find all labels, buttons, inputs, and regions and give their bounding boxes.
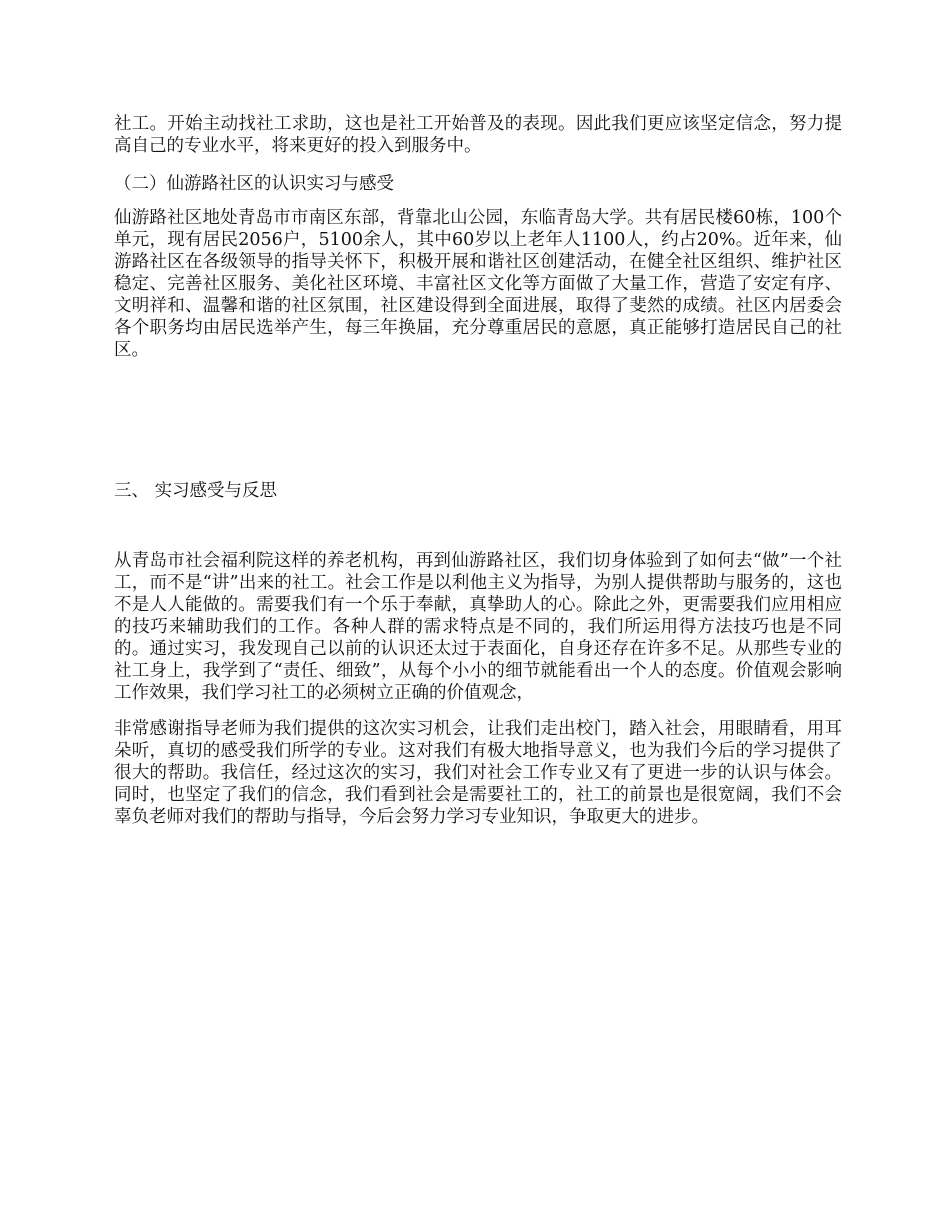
paragraph-conclusion-social-work: 社工。开始主动找社工求助，这也是社工开始普及的表现。因此我们更应该坚定信念，努力提高自己的专业水平，将来更好的投入到服务中。 bbox=[114, 114, 842, 156]
section-heading-community-internship: （二）仙游路社区的认识实习与感受 bbox=[114, 174, 394, 194]
paragraph-reflection: 从青岛市社会福利院这样的养老机构，再到仙游路社区，我们切身体验到了如何去“做”一个社工，而不是“讲”出来的社工。社会工作是以利他主义为指导，为别人提供帮助与服务的，这也不是人人能做的。需要我们有一个乐于奉献，真挚助人的心。除此之外，更需要我们应用相应的技巧来辅助我们的工作。各种人群的需求特点是不同的，我们所运用得方法技巧也是不同的。通过实习，我发现自己以前的认识还太过于表面化，自身还存在许多不足。从那些专业的社工身上，我学到了“责任、细致”，从每个小小的细节就能看出一个人的态度。价值观会影响工作效果，我们学习社工的必须树立正确的价值观念， bbox=[114, 551, 842, 703]
paragraph-community-description: 仙游路社区地处青岛市市南区东部，背靠北山公园，东临青岛大学。共有居民楼60栋，100个单元，现有居民2056户，5100余人，其中60岁以上老年人1100人，约占20%。近年来，仙游路社区在各级领导的指导关怀下，积极开展和谐社区创建活动，在健全社区组织、维护社区稳定、完善社区服务、美化社区环境、丰富社区文化等方面做了大量工作，营造了安定有序、文明祥和、温馨和谐的社区氛围，社区建设得到全面进展，取得了斐然的成绩。社区内居委会各个职务均由居民选举产生，每三年换届，充分尊重居民的意愿，真正能够打造居民自己的社区。 bbox=[114, 208, 842, 360]
paragraph-acknowledgement: 非常感谢指导老师为我们提供的这次实习机会，让我们走出校门，踏入社会，用眼睛看，用耳朵听，真切的感受我们所学的专业。这对我们有极大地指导意义，也为我们今后的学习提供了很大的帮助。我信任，经过这次的实习，我们对社会工作专业又有了更进一步的认识与体会。同时，也坚定了我们的信念，我们看到社会是需要社工的，社工的前景也是很宽阔，我们不会辜负老师对我们的帮助与指导，今后会努力学习专业知识，争取更大的进步。 bbox=[114, 719, 842, 827]
section-heading-reflection: 三、 实习感受与反思 bbox=[114, 481, 278, 501]
